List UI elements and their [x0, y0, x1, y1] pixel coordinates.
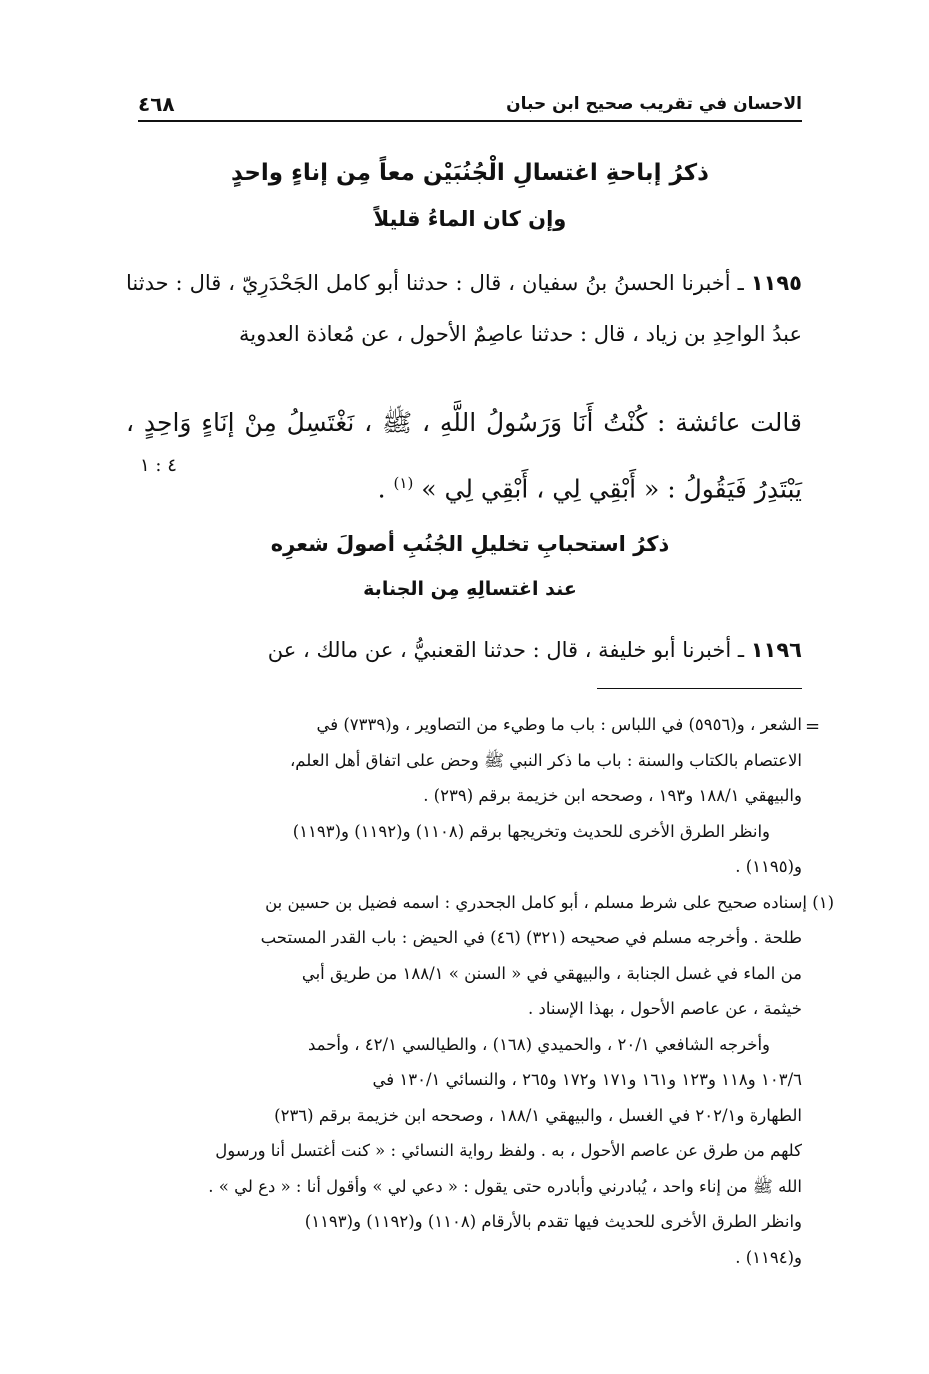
footnote-line: والبيهقي ١٨٨/١ و١٩٣ ، وصححه ابن خزيمة برقم (٢٣٩) . [423, 786, 802, 805]
hadith-1195-matn [126, 393, 802, 519]
footnote-line: طلحة . وأخرجه مسلم في صحيحه (٣٢١) (٤٦) في الحيض : باب القدر المستحب [260, 928, 802, 947]
isnad-text: ـ أخبرنا الحسنُ بنُ سفيان ، قال : حدثنا أبو كامل الجَحْدَرِيّ ، قال : حدثنا عبدُ الواحِدِ بن زياد ، قال : حدثنا عاصِمٌ الأحول ، عن مُعاذة العدوية [126, 271, 802, 346]
footnote-separator [597, 688, 802, 689]
footnotes [126, 707, 834, 1275]
matn-text: قالت عائشة : كُنْتُ أَنَا وَرَسُولُ اللَّهِ ، ﷺ ، نَغْتَسِلُ مِنْ إنَاءٍ وَاحِدٍ ، يَبْتَدِرُ فَيَقُولُ : « أَبْقِي لِي ، أَبْقِي لِي » [126, 408, 802, 504]
footnote-line: وانظر الطرق الأخرى للحديث وتخريجها برقم (١١٠٨) و(١١٩٢) و(١١٩٣) [292, 821, 770, 841]
page-number: ٤٦٨ [138, 92, 175, 116]
footnote-line: الله ﷺ من إناء واحد ، يُبادرني وأبادره حتى يقول : « دعي لي » وأقول أنا : « دع لي » . [208, 1176, 802, 1196]
footnote-line: الاعتصام بالكتاب والسنة : باب ما ذكر النبي ﷺ وحض على اتفاق أهل العلم، [289, 750, 802, 770]
hadith-number: ١١٩٥ [750, 271, 802, 295]
source-reference: ٤ : ١ [140, 455, 177, 476]
isnad-text: ـ أخبرنا أبو خليفة ، قال : حدثنا القعنبيُّ ، عن مالك ، عن [267, 638, 745, 662]
hadith-number: ١١٩٦ [750, 638, 802, 662]
footnote-line: الطهارة و٢٠٢/١ في الغسل ، والبيهقي ١٨٨/١ ، وصححه ابن خزيمة برقم (٢٣٦) [274, 1105, 802, 1125]
footnote-line: وانظر الطرق الأخرى للحديث فيها تقدم بالأرقام (١١٠٨) و(١١٩٢) و(١١٩٣) [304, 1212, 802, 1231]
footnote-line: الشعر ، و(٥٩٥٦) في اللباس : باب ما وطيء من التصاوير ، و(٧٣٣٩) في [316, 715, 802, 734]
footnote-line: و(١١٩٤) . [735, 1247, 802, 1267]
matn-end: . [377, 474, 386, 504]
running-title: الاحسان في تقريب صحيح ابن حبان [506, 94, 802, 114]
section-subheading-2: عند اغتسالِهِ مِن الجنابة [363, 578, 577, 600]
footnote-line: كلهم من طرق عن عاصم الأحول ، به . ولفظ رواية النسائي : « كنت أغتسل أنا ورسول [215, 1141, 802, 1160]
footnote-line: ١٠٣/٦ و١١٨ و١٢٣ و١٦١ و١٧١ و١٧٢ و٢٦٥ ، والنسائي ١٣٠/١ في [372, 1070, 802, 1089]
footnote-line: وأخرجه الشافعي ٢٠/١ ، والحميدي (١٦٨) ، والطيالسي ٤٢/١ ، وأحمد [308, 1034, 770, 1054]
footnote-line: (١) إسناده صحيح على شرط مسلم ، أبو كامل الجحدري : اسمه فضيل بن حسين بن [265, 892, 834, 912]
footnote-line: خيثمة ، عن عاصم الأحول ، بهذا الإسناد . [528, 999, 802, 1018]
section-heading-2: ذكرُ استحبابِ تخليلِ الجُنُبِ أصولَ شعرِه [270, 532, 670, 556]
footnote-line: و(١١٩٥) . [735, 857, 802, 876]
hadith-1196-isnad [126, 625, 802, 676]
section-heading-1: ذكرُ إباحةِ اغتسالِ الْجُنُبَيْن معاً مِن إناءٍ واحدٍ [231, 160, 709, 186]
hadith-1195-isnad [126, 258, 802, 360]
footnote-ref: (١) [393, 474, 414, 492]
page-header [138, 86, 802, 122]
footnote-line: من الماء في غسل الجنابة ، والبيهقي في « السنن » ١٨٨/١ من طريق أبي [301, 963, 802, 983]
section-subheading-1: وإن كان الماءُ قليلاً [373, 207, 567, 231]
continuation-mark: = [805, 716, 821, 737]
